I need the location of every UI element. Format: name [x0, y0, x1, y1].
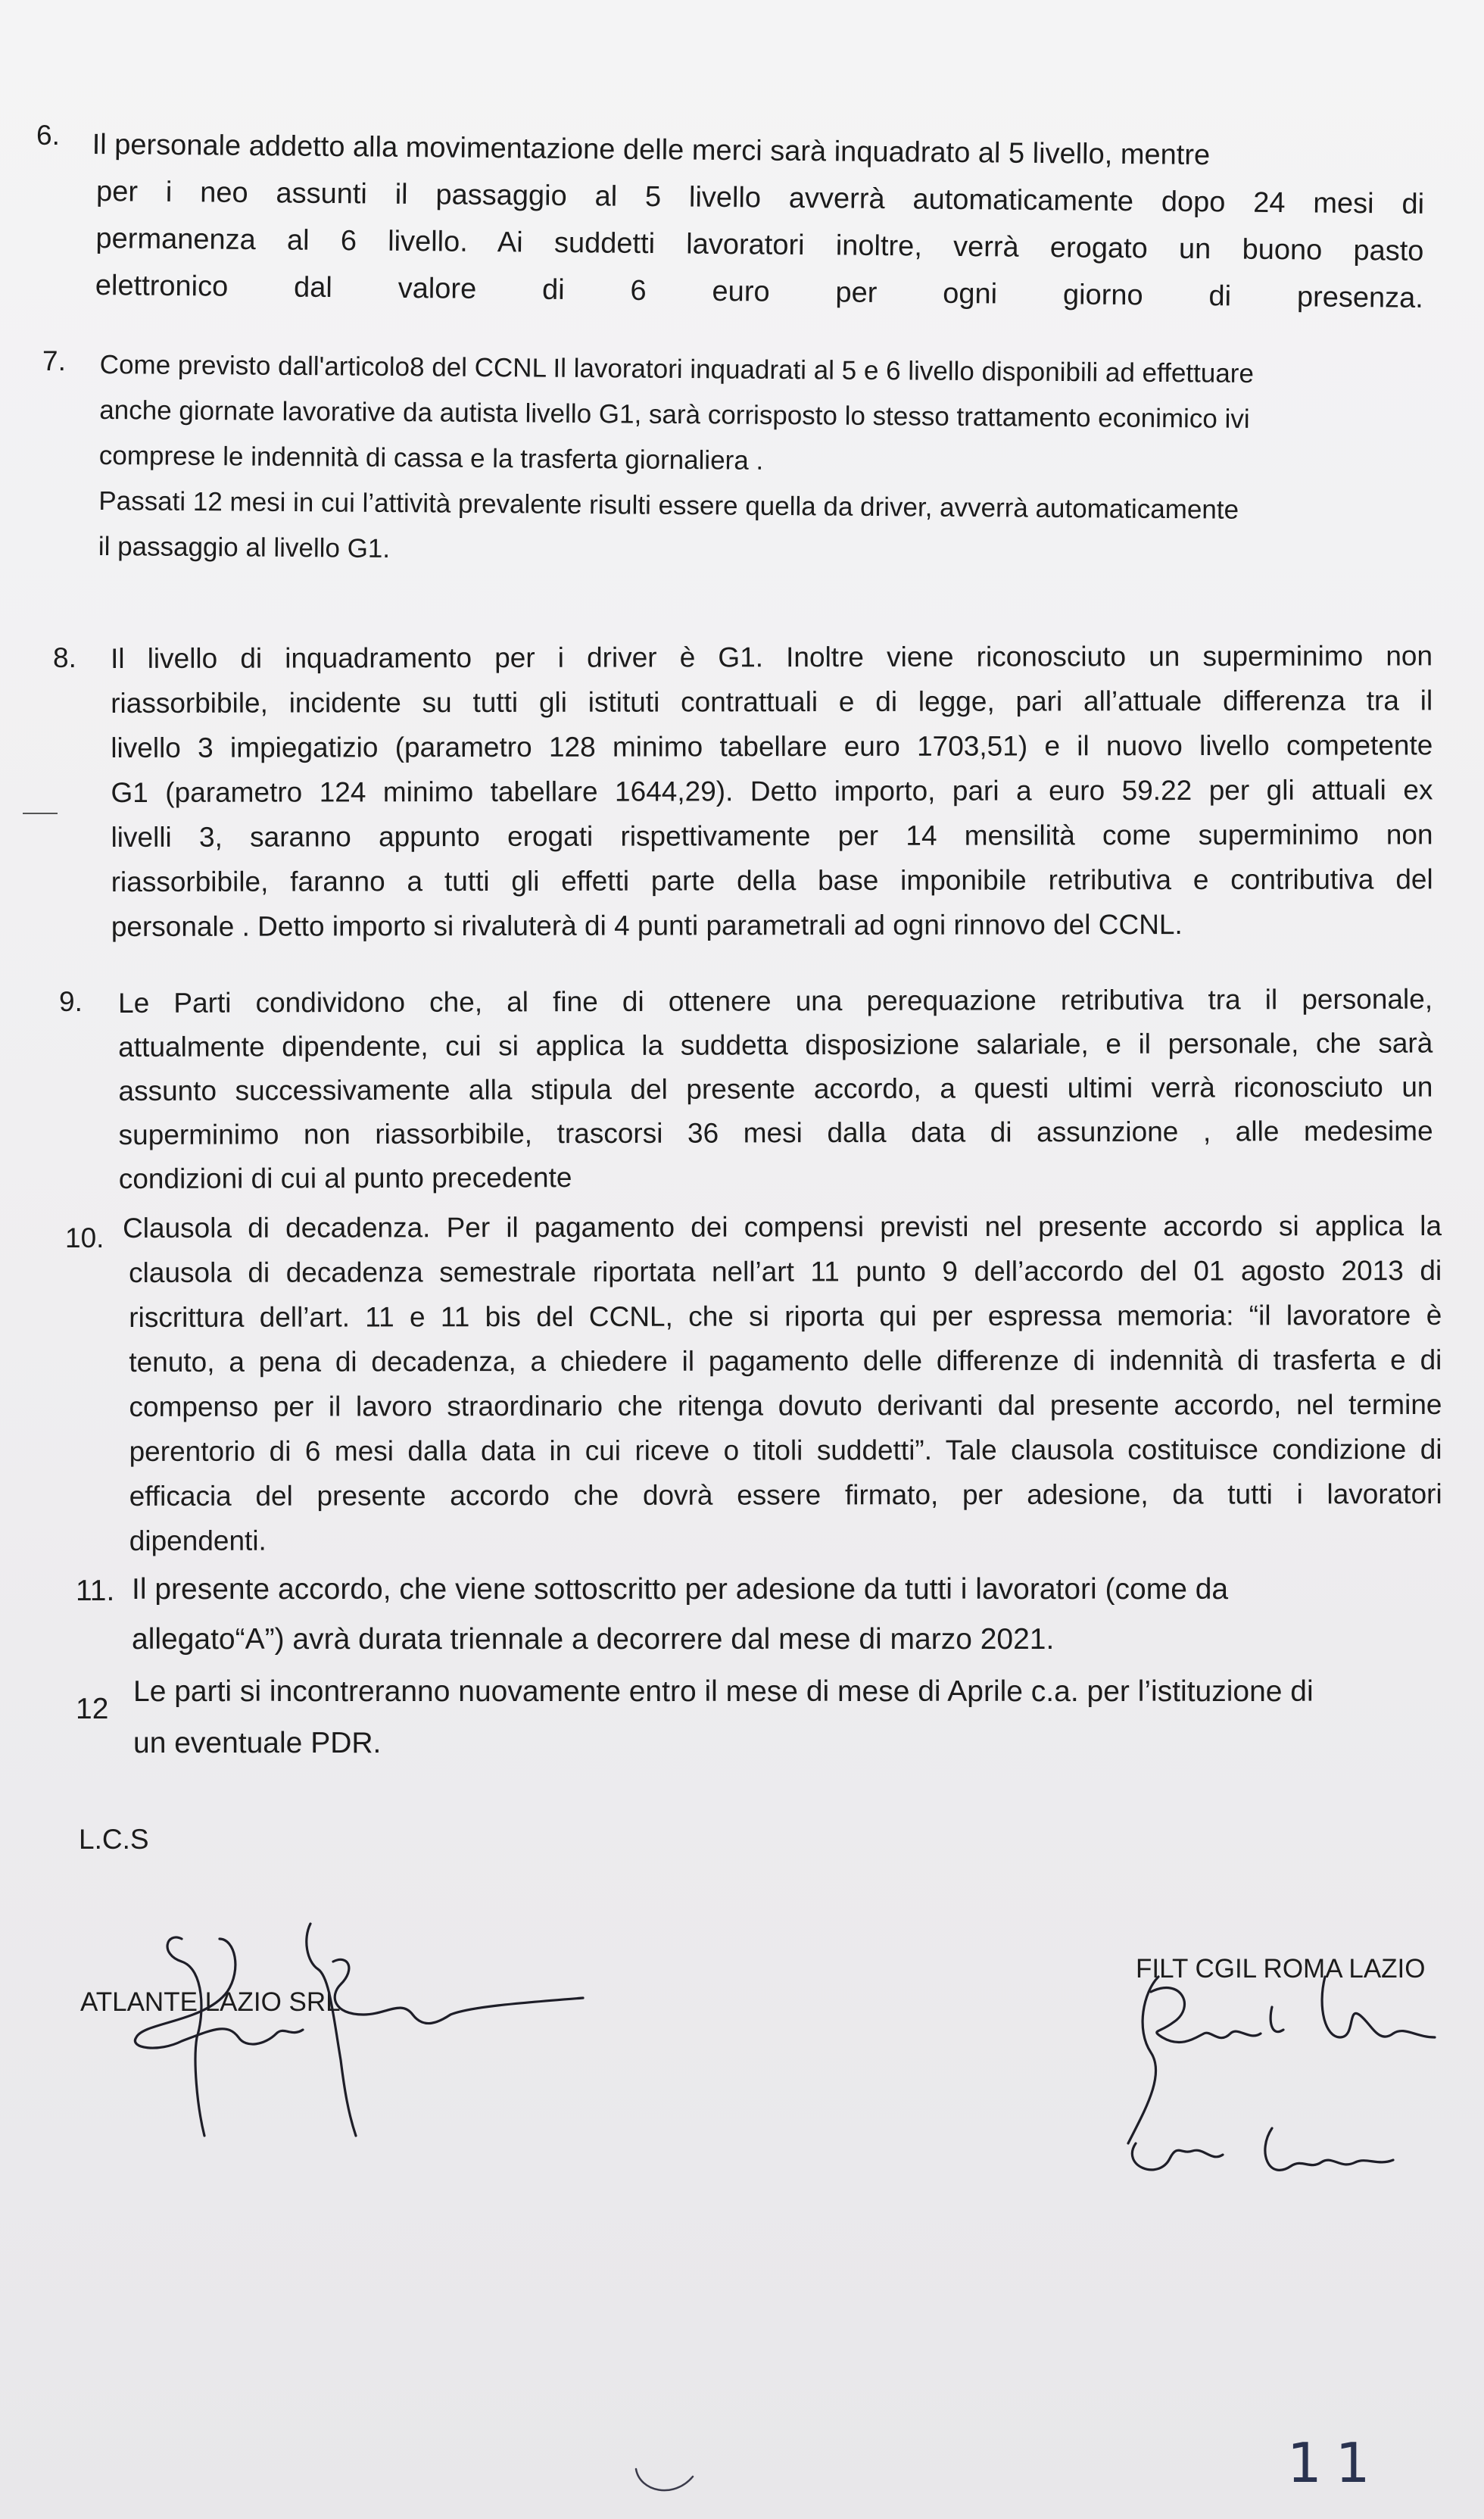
- stray-mark: [628, 2461, 704, 2507]
- item-text-line: livello 3 impiegatizio (parametro 128 minimo tabellare euro 1703,51) e il nuovo livello competente: [111, 729, 1433, 763]
- item-text-line: assunto successivamente alla stipula del presente accordo, a questi ultimi verrà riconosciuto un: [118, 1071, 1433, 1107]
- item-text-line: Il livello di inquadramento per i driver è G1. Inoltre viene riconosciuto un superminimo non: [111, 640, 1433, 674]
- item-text-line: Le parti si incontreranno nuovamente entro il mese di mese di Aprile c.a. per l’istituzione di: [133, 1675, 1314, 1708]
- item-text-line: dipendenti.: [129, 1525, 267, 1556]
- item-text-line: per i neo assunti il passaggio al 5 livello avverrà automaticamente dopo 24 mesi di: [95, 176, 1425, 220]
- item-number: 12: [76, 1693, 109, 1725]
- signatory-left: ATLANTE LAZIO SRL: [80, 1987, 341, 2017]
- item-text-line: anche giornate lavorative da autista livello G1, sarà corrisposto lo stesso trattamento econimico ivi: [99, 395, 1250, 434]
- list-item: [91, 121, 1425, 322]
- item-text-line: Clausola di decadenza. Per il pagamento dei compensi previsti nel presente accordo si applica la: [123, 1210, 1442, 1244]
- handwritten-signature-right: [1098, 1962, 1446, 2189]
- item-text-line: personale . Detto importo si rivaluterà di 4 punti parametrali ad ogni rinnovo del CCNL.: [111, 909, 1183, 942]
- item-text-line: clausola di decadenza semestrale riportata nell’art 11 punto 9 dell’accordo del 01 agosto 2013 di: [129, 1254, 1442, 1288]
- item-text-line: Il personale addetto alla movimentazione delle merci sarà inquadrato al 5 livello, mentre: [92, 128, 1211, 172]
- item-text-line: allegato“A”) avrà durata triennale a decorrere dal mese di marzo 2021.: [132, 1623, 1055, 1656]
- item-text-line: il passaggio al livello G1.: [98, 531, 391, 564]
- item-number: 9.: [59, 986, 83, 1017]
- item-text-line: Come previsto dall'articolo8 del CCNL Il lavoratori inquadrati al 5 e 6 livello disponibili ad effettuare: [99, 349, 1255, 389]
- item-text-line: compenso per il lavoro straordinario che ritenga dovuto derivanti dal presente accordo, nel termine: [129, 1388, 1442, 1422]
- handwritten-signature-left: [114, 1909, 598, 2151]
- item-text-line: Le Parti condividono che, al fine di ottenere una perequazione retributiva tra il personale,: [118, 983, 1433, 1019]
- signatory-right: FILT CGIL ROMA LAZIO: [1136, 1954, 1426, 1984]
- item-text-line: permanenza al 6 livello. Ai suddetti lavoratori inoltre, verrà erogato un buono pasto: [95, 223, 1424, 267]
- item-text-line: Il presente accordo, che viene sottoscritto per adesione da tutti i lavoratori (come da: [132, 1573, 1229, 1606]
- closing-mark: L.C.S: [79, 1824, 149, 1855]
- item-text-line: tenuto, a pena di decadenza, a chiedere il pagamento delle differenze di indennità di trasferta e di: [129, 1344, 1442, 1378]
- margin-dash: [23, 813, 58, 814]
- item-text-line: riscrittura dell’art. 11 e 11 bis del CCNL, che si riporta qui per espressa memoria: “il lavoratore è: [129, 1299, 1442, 1333]
- item-text-line: riassorbibile, faranno a tutti gli effetti parte della base imponibile retributiva e contributiva del: [111, 863, 1433, 897]
- item-text-line: G1 (parametro 124 minimo tabellare 1644,29). Detto importo, pari a euro 59.22 per gli attuali ex: [111, 774, 1433, 808]
- item-text-line: comprese le indennità di cassa e la trasferta giornaliera .: [98, 440, 764, 476]
- item-number: 8.: [53, 642, 76, 673]
- item-text-line: attualmente dipendente, cui si applica la suddetta disposizione salariale, e il personale, che sarà: [118, 1027, 1433, 1063]
- item-text-line: elettronico dal valore di 6 euro per ogni giorno di presenza.: [95, 270, 1424, 314]
- list-item: [132, 1565, 1419, 1665]
- item-number: 10.: [65, 1222, 104, 1253]
- item-text-line: perentorio di 6 mesi dalla data in cui riceve o titoli suddetti”. Tale clausola costituisce condizione di: [129, 1433, 1442, 1467]
- list-item: [133, 1666, 1451, 1769]
- list-item: [123, 1203, 1442, 1563]
- item-text-line: efficacia del presente accordo che dovrà essere firmato, per adesione, da tutti i lavoratori: [129, 1478, 1442, 1512]
- item-text-line: condizioni di cui al punto precedente: [118, 1162, 572, 1194]
- item-text-line: superminimo non riassorbibile, trascorsi 36 mesi dalla data di assunzione , alle medesime: [118, 1115, 1433, 1150]
- list-item: [98, 342, 1433, 580]
- list-item: [111, 633, 1433, 949]
- item-number: 6.: [36, 120, 60, 151]
- item-text-line: riassorbibile, incidente su tutti gli istituti contrattuali e di legge, pari all’attuale differenza tra il: [111, 685, 1433, 719]
- item-number: 7.: [42, 345, 66, 376]
- item-text-line: Passati 12 mesi in cui l’attività prevalente risulti essere quella da driver, avverrà automaticamente: [98, 485, 1239, 525]
- item-text-line: livelli 3, saranno appunto erogati rispettivamente per 14 mensilità come superminimo non: [111, 819, 1433, 853]
- item-number: 11.: [76, 1575, 115, 1607]
- item-text-line: un eventuale PDR.: [133, 1727, 382, 1759]
- list-item: [118, 978, 1433, 1201]
- page-mark: 11: [1287, 2431, 1384, 2495]
